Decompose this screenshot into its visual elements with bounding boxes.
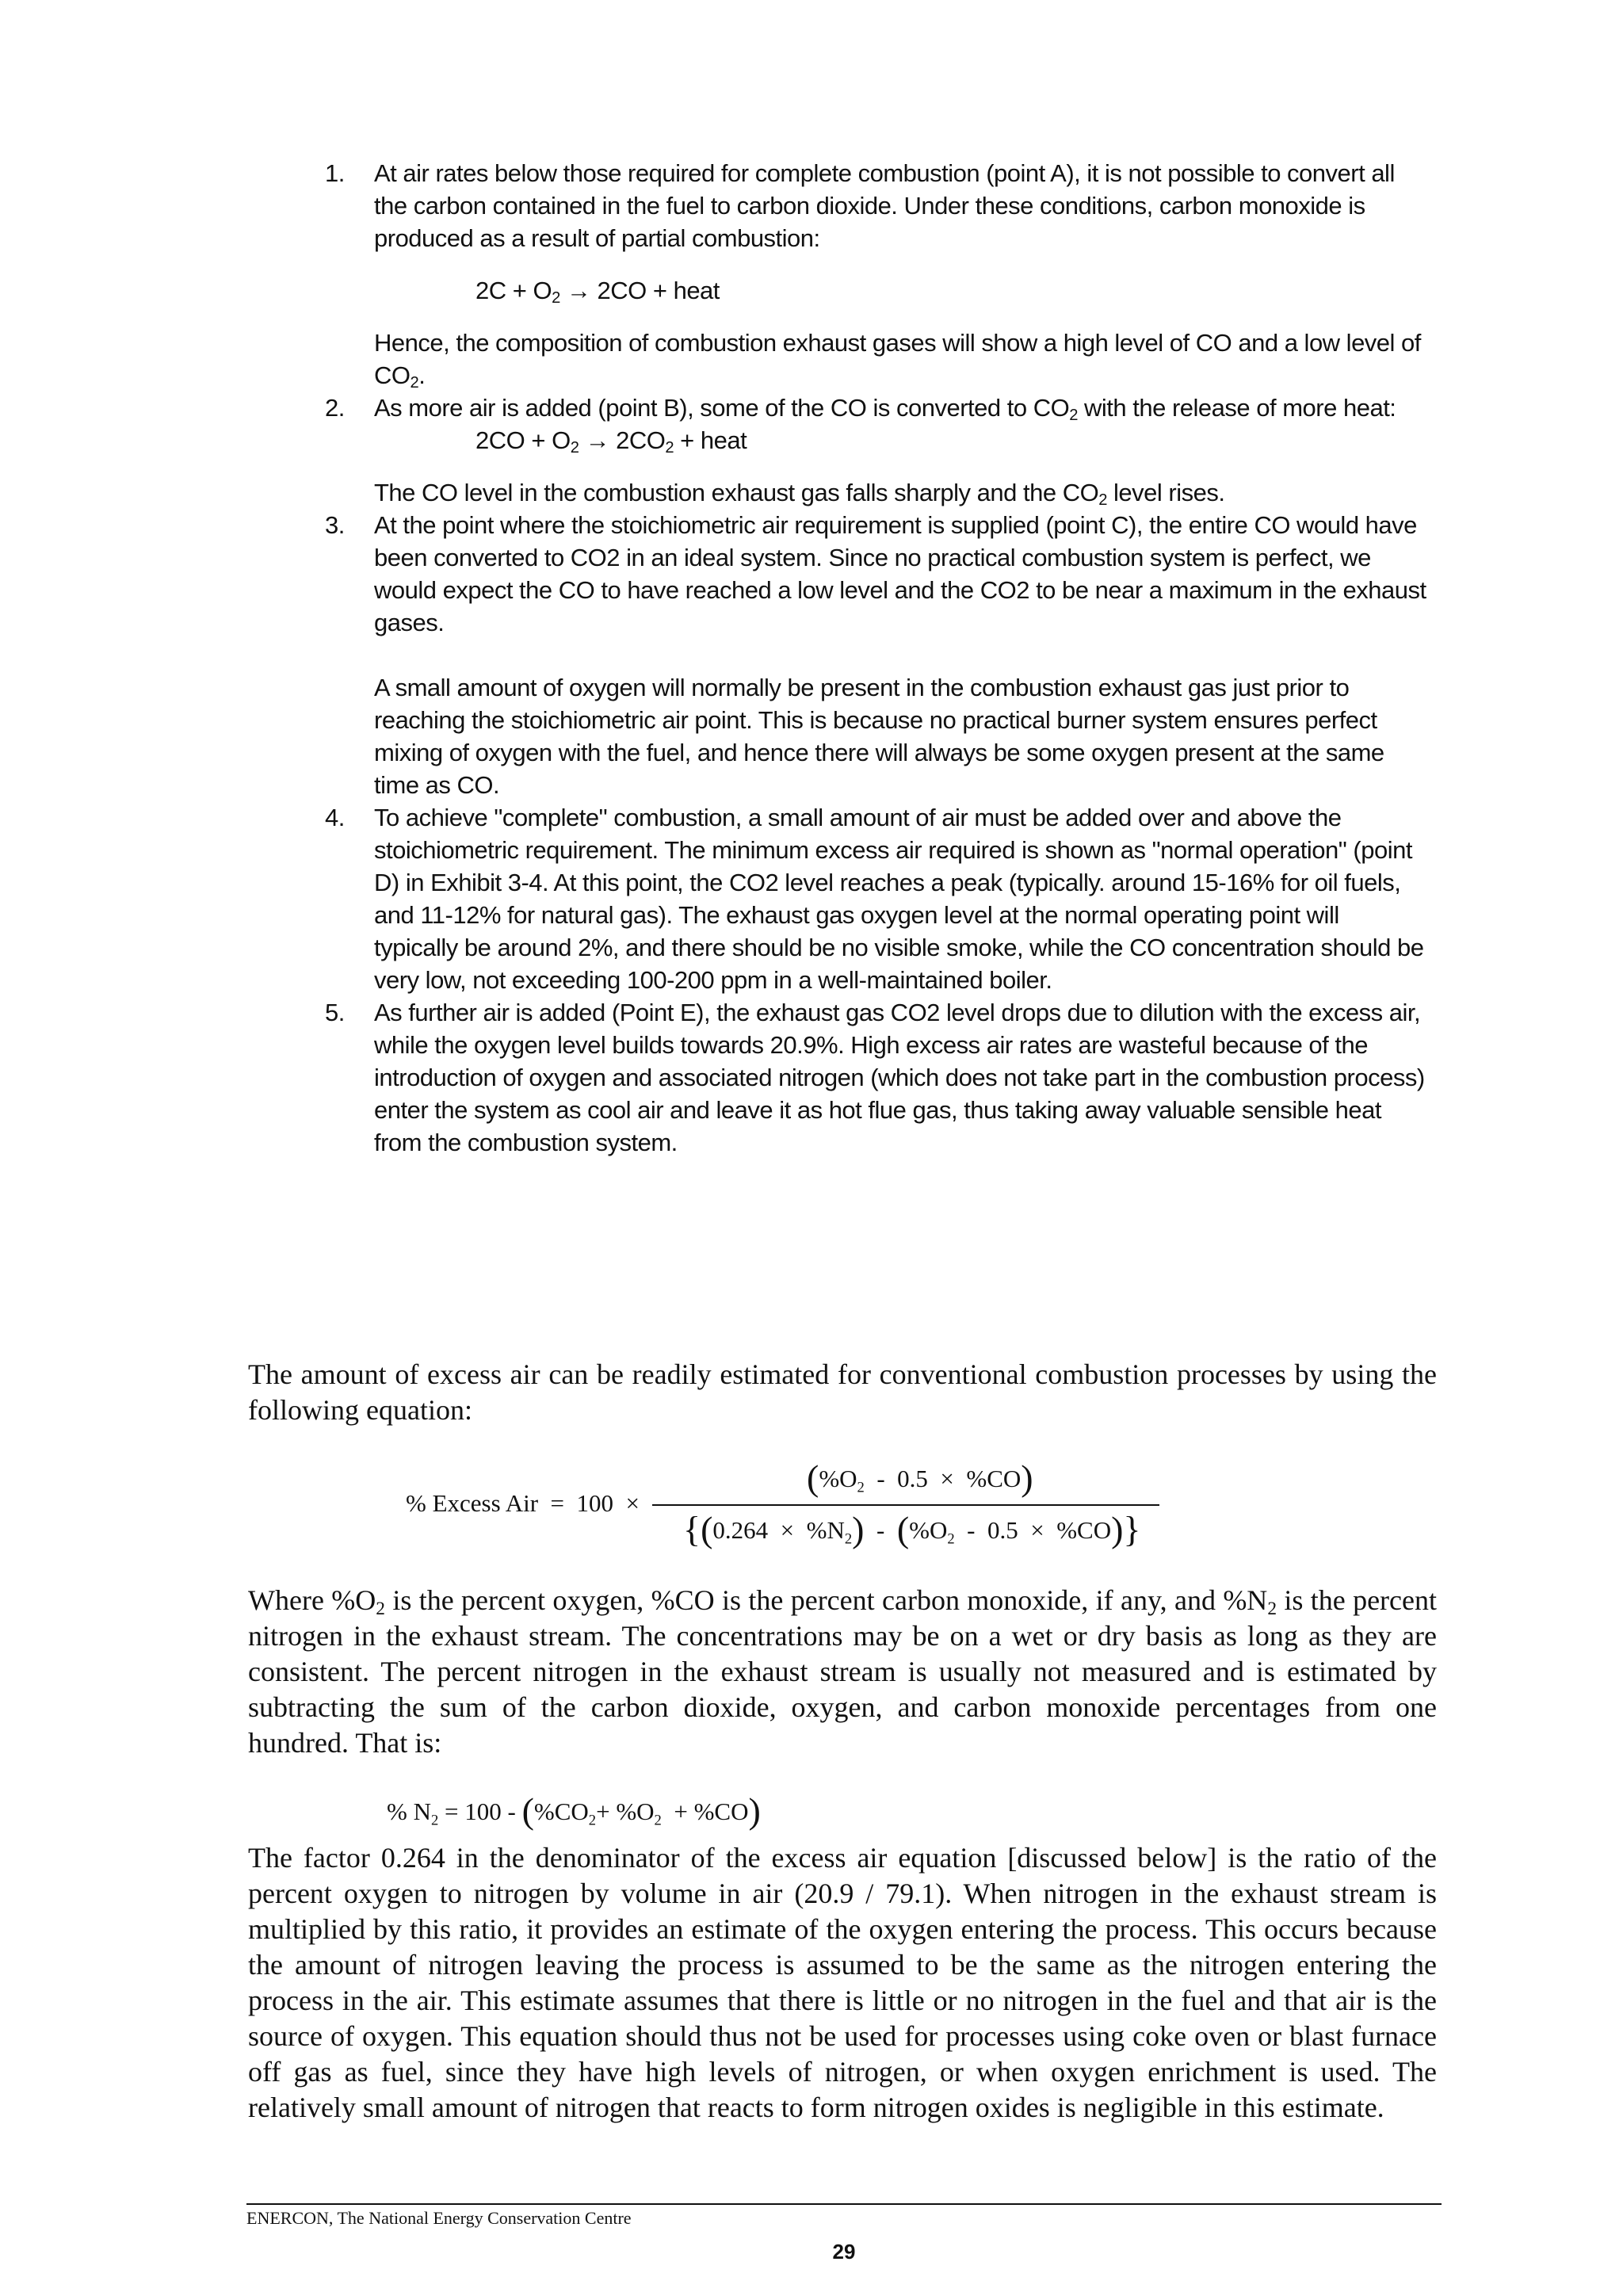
numerator: $(\%O_2 - 0.5 \times \%CO)$ [807, 1457, 1033, 1498]
list-number: 2. [325, 394, 345, 422]
fraction-bar [652, 1504, 1159, 1506]
list-item [317, 996, 1426, 1159]
paragraph: A small amount of oxygen will normally be present in the combustion exhaust gas just prior to reaching the stoichiometric air point. This is because no practical burner system ensures perfect mixing of oxygen with the fuel, and hence there will always be some oxygen present at the same time as CO. [374, 674, 1384, 799]
document-page: 1. At air rates below those required for complete combustion (point A), it is not possible to convert all the carbon contained in the fuel to carbon dioxide. Under these conditions, carbon monoxide is produced as a result of partial combustion: $2C + O_2 \to 2CO$ + heat Hence, the composition of combustion exhaust gases will show a high level of CO and a low level of $CO_2$. 2. As more air is added (point B), some of the CO is converted to $CO_2$ with the release of more heat: $2CO + O_2 \to 2CO_2$ + heat The CO level in the combustion exhaust gas falls sharply and the $CO_2$ level rises. 3. At the point where the stoichiometric air requirement is supplied (point C), the entire CO would have been converted to CO2 in an ideal system. Since no practical combustion system is perfect, we would expect the CO to have reached a low level and the CO2 to be near a maximum in the exhaust gases. A small amount of oxygen will normally be present in the combustion exhaust gas just prior to reaching the stoichiometric air point. This is because no practical burner system ensures perfect mixing of oxygen with the fuel, and hence there will always be some oxygen present at the same time as CO. 4. To achieve "complete" combustion, a small amount of air must be added over and above the stoichiometric requirement. The minimum excess air required is shown as "normal operation" (point D) in Exhibit 3-4. At this point, the CO2 level reaches a peak (typically. around 15-16% for oil fuels, and 11-12% for natural gas). The exhaust gas oxygen level at the normal operating point will typically be around 2%, and there should be no visible smoke, while the CO concentration should be very low, not exceeding 100-200 ppm in a well-maintained boiler. 5. As further air is added (Point E), the exhaust gas CO2 level drops due to dilution with the excess air, while the oxygen level builds towards 20.9%. High excess air rates are wasteful because of the introduction of oxygen and associated nitrogen (which does not take part in the combustion process) enter the system as cool air and leave it as hot flue gas, thus taking away valuable sensible heat from the combustion system. The amount of excess air can be readily estimated for conventional combustion processes by using the following equation: % Excess Air = 100 × $(\%O_2 - 0.5 \times \%CO)$ $\{(0.264 \times \%N_2) - (\%O_2 - 0.5 \times \%CO)\}$ Where $\%O_2$ is the percent oxygen, %CO is the percent carbon monoxide, if any, and $\%N_2$ is the percent nitrogen in the exhaust stream. The concentrations may be on a wet or dry basis as long as they are consistent. The percent nitrogen in the exhaust stream is usually not measured and is estimated by subtracting the sum of the carbon dioxide, oxygen, and carbon monoxide percentages from one hundred. That is: % $N_2 = 100 - (\%CO_2+ \%O_2 + \%CO)$ The factor 0.264 in the denominator of the excess air equation [discussed below] is the ratio of the percent oxygen to nitrogen by volume in air (20.9 / 79.1). When nitrogen in the exhaust stream is multiplied by this ratio, it provides an estimate of the oxygen entering the process. This occurs because the amount of nitrogen leaving the process is assumed to be the same as the nitrogen entering the process in the air. This estimate assumes that there is little or no nitrogen in the fuel and that air is the source of oxygen. This equation should thus not be used for processes using coke oven or blast furnace off gas as fuel, since they have high levels of nitrogen, or when oxygen enrichment is used. The relatively small amount of nitrogen that reacts to form nitrogen oxides is negligible in this estimate. ENERCON, The National Energy Conservation Centre 29 [0, 0, 1623, 2296]
paragraph: Hence, the composition of combustion exhaust gases will show a high level of CO and a low level of $CO_2$. [374, 329, 1421, 392]
list-item [317, 157, 1426, 392]
closing-paragraph: The factor 0.264 in the denominator of the excess air equation [discussed below] is the ratio of the percent oxygen to nitrogen by volume in air (20.9 / 79.1). When nitrogen in the exhaust stream is multiplied by this ratio, it provides an estimate of the oxygen entering the process. This occurs because the amount of nitrogen leaving the process is assumed to be the same as the nitrogen entering the process in the air. This estimate assumes that there is little or no nitrogen in the fuel and that air is the source of oxygen. This equation should thus not be used for processes using coke oven or blast furnace off gas as fuel, since they have high levels of nitrogen, or when oxygen enrichment is used. The relatively small amount of nitrogen that reacts to form nitrogen oxides is negligible in this estimate. [248, 1842, 1437, 2123]
list-number: 4. [325, 804, 345, 831]
where-paragraph: Where $\%O_2$ is the percent oxygen, %CO is the percent carbon monoxide, if any, and $\%N_2$ is the percent nitrogen in the exhaust stream. The concentrations may be on a wet or dry basis as long as they are consistent. The percent nitrogen in the exhaust stream is usually not measured and is estimated by subtracting the sum of the carbon dioxide, oxygen, and carbon monoxide percentages from one hundred. That is: [248, 1584, 1438, 1759]
list-number: 1. [325, 159, 345, 187]
footer-org: ENERCON, The National Energy Conservation Centre [246, 2208, 632, 2228]
denominator: $\{(0.264 \times \%N_2) - (\%O_2 - 0.5 \times \%CO)\}$ [683, 1509, 1141, 1549]
intro-paragraph: The amount of excess air can be readily estimated for conventional combustion processes by using the following equation: [248, 1358, 1437, 1426]
equation-co-oxidation: $2CO + O_2 \to 2CO_2$ + heat [475, 426, 747, 457]
list-item [317, 509, 1426, 801]
list-item [317, 392, 1426, 509]
list-item [317, 801, 1426, 996]
paragraph: As further air is added (Point E), the exhaust gas CO2 level drops due to dilution with the excess air, while the oxygen level builds towards 20.9%. High excess air rates are wasteful because of the introduction of oxygen and associated nitrogen (which does not take part in the combustion process) enter the system as cool air and leave it as hot flue gas, thus taking away valuable sensible heat from the combustion system. [374, 999, 1425, 1156]
paragraph: At air rates below those required for complete combustion (point A), it is not possible to convert all the carbon contained in the fuel to carbon dioxide. Under these conditions, carbon monoxide is produced as a result of partial combustion: [374, 159, 1395, 252]
footer-divider [246, 2203, 1442, 2205]
paragraph: The CO level in the combustion exhaust gas falls sharply and the $CO_2$ level rises. [374, 479, 1225, 510]
equation-partial-combustion: $2C + O_2 \to 2CO$ + heat [475, 277, 720, 308]
nitrogen-equation: % $N_2 = 100 - (\%CO_2+ \%O_2 + \%CO)$ [387, 1790, 761, 1831]
page-number: 29 [832, 2240, 856, 2264]
paragraph: To achieve "complete" combustion, a small amount of air must be added over and above the stoichiometric requirement. The minimum excess air required is shown as "normal operation" (point D) in Exhibit 3-4. At this point, the CO2 level reaches a peak (typically. around 15-16% for oil fuels, and 11-12% for natural gas). The exhaust gas oxygen level at the normal operating point will typically be around 2%, and there should be no visible smoke, while the CO concentration should be very low, not exceeding 100-200 ppm in a well-maintained boiler. [374, 804, 1424, 994]
paragraph: As more air is added (point B), some of the CO is converted to $CO_2$ with the release of more heat: [374, 394, 1396, 425]
list-number: 5. [325, 999, 345, 1026]
paragraph: At the point where the stoichiometric air requirement is supplied (point C), the entire CO would have been converted to CO2 in an ideal system. Since no practical combustion system is perfect, we would expect the CO to have reached a low level and the CO2 to be near a maximum in the exhaust gases. [374, 511, 1426, 636]
list-number: 3. [325, 511, 345, 539]
numbered-list [317, 157, 1426, 1159]
